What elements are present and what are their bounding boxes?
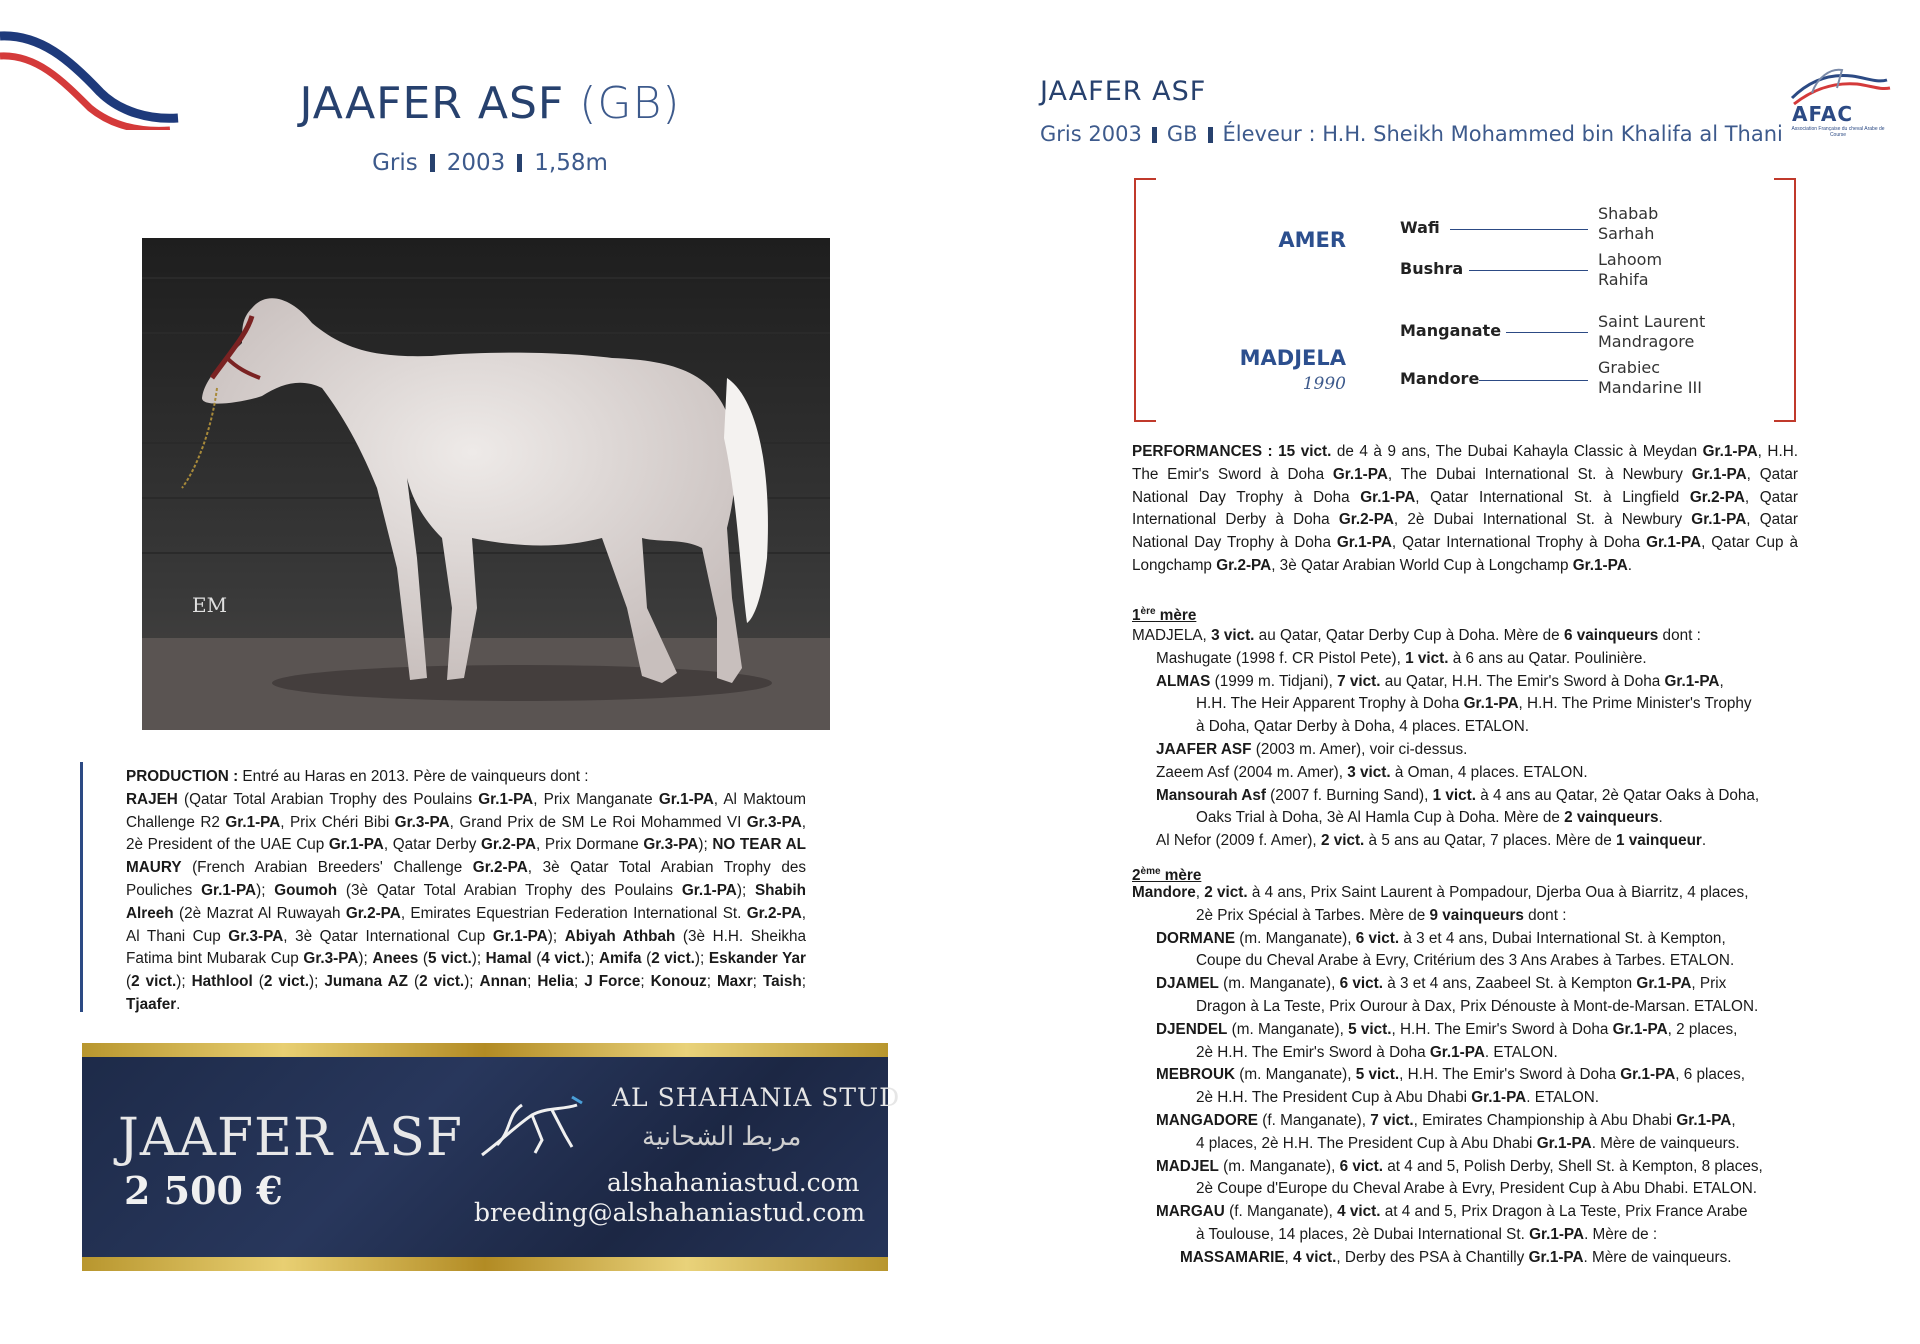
- second-dam-line: MEBROUK (m. Manganate), 5 vict., H.H. The Emir's Sword à Doha Gr.1-PA, 6 places,: [1156, 1066, 1745, 1084]
- horse-year: 2003: [446, 150, 506, 176]
- second-dam-line: Coupe du Cheval Arabe à Evry, Critérium des 3 Ans Arabes à Tarbes. ETALON.: [1196, 952, 1735, 970]
- horse-title: [290, 78, 690, 129]
- horse-name: JAAFER ASF: [299, 78, 565, 129]
- pedigree-ancestor: Mandarine III: [1598, 378, 1702, 397]
- first-dam-line: Mansourah Asf (2007 f. Burning Sand), 1 vict. à 4 ans au Qatar, 2è Qatar Oaks à Doha,: [1156, 786, 1760, 804]
- right-page-title: JAAFER ASF: [1040, 76, 1207, 107]
- separator: [1208, 127, 1213, 143]
- stud-horse-logo-icon: [477, 1085, 587, 1160]
- stud-email-link[interactable]: breeding@alshahaniastud.com: [474, 1198, 866, 1227]
- color-year: Gris 2003: [1040, 122, 1142, 146]
- second-dam-line: à Toulouse, 14 places, 2è Dubai International St. Gr.1-PA. Mère de :: [1196, 1226, 1658, 1243]
- pedigree-line: [1450, 229, 1588, 230]
- banner-horse-name: JAAFER ASF: [118, 1108, 463, 1168]
- banner-gold-bottom: [82, 1257, 888, 1271]
- first-dam-line: à Doha, Qatar Derby à Doha, 4 places. ETALON.: [1196, 718, 1530, 736]
- production-accent-bar: [80, 762, 83, 1012]
- second-dam-line: DORMANE (m. Manganate), 6 vict. à 3 et 4 ans, Dubai International St. à Kempton,: [1156, 929, 1726, 947]
- afac-logo: [1782, 58, 1892, 140]
- stud-name: AL SHAHANIA STUD: [612, 1083, 901, 1112]
- separator: [430, 154, 435, 172]
- separator: [517, 154, 522, 172]
- first-dam-line: Zaeem Asf (2004 m. Amer), 3 vict. à Oman, 4 places. ETALON.: [1156, 763, 1588, 781]
- performances-section: PERFORMANCES : 15 vict. de 4 à 9 ans, The Dubai Kahayla Classic à Meydan Gr.1-PA, H.H. The Emir's Sword à Doha Gr.1-PA, The Dubai International St. à Newbury Gr.1-PA, Qatar National Day Trophy à Doha Gr.1-PA, Qatar International St. à Lingfield Gr.2-PA, Qatar International Derby à Doha Gr.2-PA, 2è Dubai International St. à Newbury Gr.1-PA, Qatar National Day Trophy à Doha Gr.1-PA, Qatar International Trophy à Doha Gr.1-PA, Qatar Cup à Longchamp Gr.2-PA, 3è Qatar Arabian World Cup à Longchamp Gr.1-PA.: [1132, 443, 1799, 574]
- stud-banner: [82, 1043, 901, 1271]
- afac-logo-subtext: Association Française du cheval Arabe de Course: [1791, 126, 1885, 138]
- horse-color: Gris: [372, 150, 418, 176]
- pedigree-ancestor: Rahifa: [1598, 270, 1649, 289]
- pedigree-line: [1506, 332, 1588, 333]
- country: GB: [1166, 122, 1198, 146]
- second-dam-line: Dragon à La Teste, Prix Ourour à Dax, Prix Dénouste à Mont-de-Marsan. ETALON.: [1196, 998, 1759, 1015]
- first-dam-line: Oaks Trial à Doha, 3è Al Hamla Cup à Doha. Mère de 2 vainqueurs.: [1196, 809, 1663, 827]
- pedigree-ancestor: Saint Laurent: [1598, 312, 1706, 331]
- horse-height: 1,58m: [534, 150, 608, 176]
- pedigree-sire-dam: Bushra: [1400, 259, 1464, 278]
- pedigree-dam-sire: Manganate: [1400, 321, 1502, 340]
- production-section: [126, 766, 806, 1017]
- second-dam-line: MARGAU (f. Manganate), 4 vict. at 4 and 5, Prix Dragon à La Teste, Prix France Arabe: [1156, 1203, 1748, 1221]
- production-text: RAJEH (Qatar Total Arabian Trophy des Poulains Gr.1-PA, Prix Manganate Gr.1-PA, Al Maktoum Challenge R2 Gr.1-PA, Prix Chéri Bibi Gr.3-PA, Grand Prix de SM Le Roi Mohammed VI Gr.3-PA, 2è President of the UAE Cup Gr.1-PA, Qatar Derby Gr.2-PA, Prix Dormane Gr.3-PA); NO TEAR AL MAURY (French Arabian Breeders' Challenge Gr.2-PA, 3è Qatar Total Arabian Trophy des Pouliches Gr.1-PA); Goumoh (3è Qatar Total Arabian Trophy des Poulains Gr.1-PA); Shabih Alreeh (2è Mazrat Al Ruwayah Gr.2-PA, Emirates Equestrian Federation International St. Gr.2-PA, Al Thani Cup Gr.3-PA, 3è Qatar International Cup Gr.1-PA); Abiyah Athbah (3è H.H. Sheikha Fatima bint Mubarak Cup Gr.3-PA); Anees (5 vict.); Hamal (4 vict.); Amifa (2 vict.); Eskander Yar (2 vict.); Hathlool (2 vict.); Jumana AZ (2 vict.); Annan; Helia; J Force; Konouz; Maxr; Taish; Tjaafer.: [126, 790, 807, 1013]
- first-dam-line: H.H. The Heir Apparent Trophy à Doha Gr.1-PA, H.H. The Prime Minister's Trophy: [1196, 695, 1752, 713]
- pedigree-sire-sire: Wafi: [1400, 218, 1440, 237]
- second-dam-line: 2è H.H. The President Cup à Abu Dhabi Gr.1-PA. ETALON.: [1196, 1089, 1600, 1107]
- banner-gold-top: [82, 1043, 888, 1057]
- separator: [1152, 127, 1157, 143]
- stud-website-link[interactable]: alshahaniastud.com: [607, 1168, 860, 1197]
- second-dam-line: Mandore, 2 vict. à 4 ans, Prix Saint Laurent à Pompadour, Djerba Oua à Biarritz, 4 places,: [1132, 884, 1749, 901]
- first-dam-line: ALMAS (1999 m. Tidjani), 7 vict. au Qatar, H.H. The Emir's Sword à Doha Gr.1-PA,: [1156, 672, 1724, 690]
- production-intro: Entré au Haras en 2013. Père de vainqueurs dont :: [238, 768, 589, 785]
- second-dam-line: DJAMEL (m. Manganate), 6 vict. à 3 et 4 ans, Zaabeel St. à Kempton Gr.1-PA, Prix: [1156, 975, 1727, 993]
- pedigree-ancestor: Mandragore: [1598, 332, 1695, 351]
- tricolor-swoosh-decoration: [0, 30, 180, 130]
- first-dam-line: Mashugate (1998 f. CR Pistol Pete), 1 vict. à 6 ans au Qatar. Poulinière.: [1156, 649, 1647, 667]
- first-dam-heading: [1132, 606, 1196, 625]
- breeder: Éleveur : H.H. Sheikh Mohammed bin Khalifa al Thani: [1222, 122, 1783, 146]
- pedigree-ancestor: Shabab: [1598, 204, 1659, 223]
- second-dam-line: MANGADORE (f. Manganate), 7 vict., Emirates Championship à Abu Dhabi Gr.1-PA,: [1156, 1112, 1736, 1129]
- first-dam-line: Al Nefor (2009 f. Amer), 2 vict. à 5 ans au Qatar, 7 places. Mère de 1 vainqueur.: [1156, 832, 1707, 850]
- pedigree-dam-dam: Mandore: [1400, 369, 1480, 388]
- pedigree-ancestor: Grabiec: [1598, 358, 1661, 377]
- pedigree-ancestor: Lahoom: [1598, 250, 1663, 269]
- pedigree-bracket-right: [1774, 178, 1796, 422]
- pedigree-line: [1469, 270, 1588, 271]
- photo-signature: EM: [192, 593, 228, 617]
- afac-logo-text: AFAC: [1792, 102, 1854, 126]
- first-dam-line: MADJELA, 3 vict. au Qatar, Qatar Derby Cup à Doha. Mère de 6 vainqueurs dont :: [1132, 627, 1701, 644]
- second-dam-line: 2è Prix Spécial à Tarbes. Mère de 9 vainqueurs dont :: [1196, 906, 1567, 924]
- horse-photo: [142, 238, 830, 730]
- second-dam-line: 2è H.H. The Emir's Sword à Doha Gr.1-PA. ETALON.: [1196, 1043, 1558, 1061]
- first-dam-line: JAAFER ASF (2003 m. Amer), voir ci-dessus.: [1156, 741, 1468, 758]
- second-dam-line: MADJEL (m. Manganate), 6 vict. at 4 and 5, Polish Derby, Shell St. à Kempton, 8 places,: [1156, 1157, 1763, 1175]
- pedigree-dam: MADJELA: [1239, 346, 1346, 370]
- pedigree-ancestor: Sarhah: [1598, 224, 1655, 243]
- pedigree-bracket-left: [1134, 178, 1156, 422]
- banner-price: 2 500 €: [124, 1168, 283, 1213]
- production-label: PRODUCTION :: [126, 768, 239, 785]
- pedigree-dam-year: 1990: [1302, 374, 1346, 394]
- horse-subtitle: [290, 150, 690, 176]
- horse-country: (GB): [579, 78, 681, 129]
- second-dam-line: MASSAMARIE, 4 vict., Derby des PSA à Chantilly Gr.1-PA. Mère de vainqueurs.: [1180, 1248, 1732, 1266]
- pedigree-sire: AMER: [1278, 228, 1346, 252]
- first-dam-heading-text: 1ère mère: [1132, 606, 1197, 625]
- stud-name-arabic: مربط الشحانية: [642, 1121, 802, 1151]
- second-dam-line: 4 places, 2è H.H. The President Cup à Abu Dhabi Gr.1-PA. Mère de vainqueurs.: [1196, 1134, 1740, 1152]
- second-dam-line: DJENDEL (m. Manganate), 5 vict., H.H. The Emir's Sword à Doha Gr.1-PA, 2 places,: [1156, 1020, 1738, 1038]
- second-dam-heading-text: 2ème mère: [1132, 866, 1202, 885]
- pedigree-box: [1134, 178, 1796, 418]
- right-page-subtitle: [1040, 122, 1783, 146]
- second-dam-line: 2è Coupe d'Europe du Cheval Arabe à Evry, President Cup à Abu Dhabi. ETALON.: [1196, 1180, 1758, 1198]
- pedigree-line: [1479, 380, 1588, 381]
